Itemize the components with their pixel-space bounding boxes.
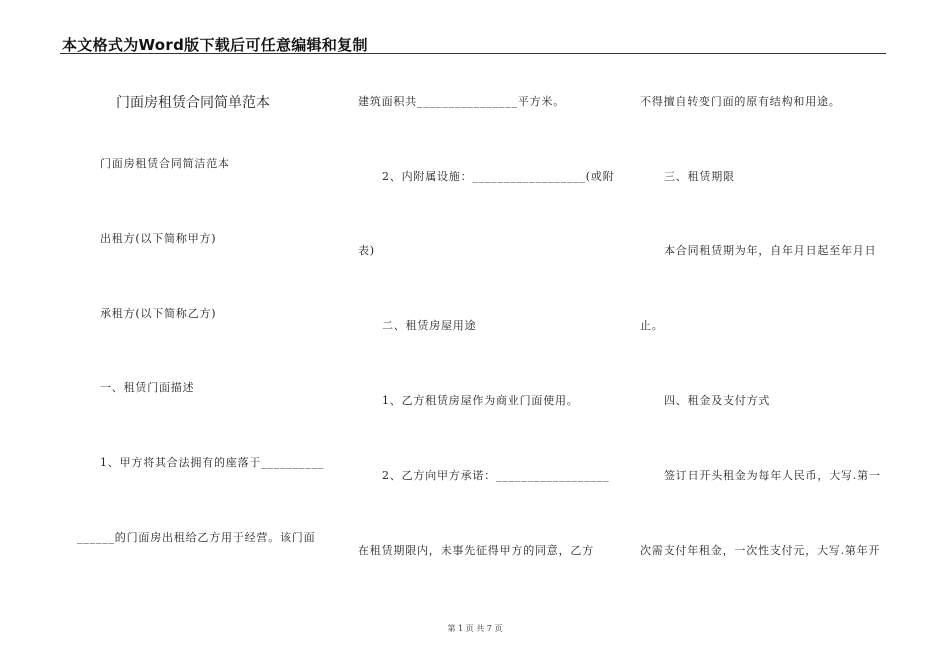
column2-line: 1、乙方租赁房屋作为商业门面使用。 <box>382 394 579 407</box>
column1-line: 出租方(以下简称甲方) <box>100 232 217 245</box>
page-number: 第 1 页 共 7 页 <box>447 624 503 633</box>
column3-line: 签订日开头租金为每年人民币，大写.第一 <box>664 469 881 482</box>
column1-line: 一、租赁门面描述 <box>100 381 195 394</box>
column3-line: 次需支付年租金，一次性支付元，大写.第年开 <box>640 544 881 557</box>
column2-line: 建筑面积共________________平方米。 <box>358 95 565 108</box>
column2-line: 二、租赁房屋用途 <box>382 319 477 332</box>
column3-line: 四、租金及支付方式 <box>664 394 771 407</box>
column3-line: 止。 <box>640 319 664 332</box>
column2-line: 2、内附属设施：__________________(或附 <box>382 170 615 183</box>
header-divider <box>60 53 886 54</box>
column1-line: ______的门面房出租给乙方用于经营。该门面 <box>77 531 316 544</box>
column3-line: 本合同租赁期为年，自年月日起至年月日 <box>664 244 877 257</box>
column1-line: 承租方(以下简称乙方) <box>100 307 217 320</box>
column1-line: 门面房租赁合同简洁范本 <box>100 157 230 170</box>
column3-line: 不得擅自转变门面的原有结构和用途。 <box>640 95 841 108</box>
document-title: 门面房租赁合同简单范本 <box>116 95 270 111</box>
word-format-banner: 本文格式为Word版下载后可任意编辑和复制 <box>62 36 368 54</box>
column3-line: 三、租赁期限 <box>664 170 735 183</box>
column2-line: 在租赁期限内，未事先征得甲方的同意，乙方 <box>358 544 594 557</box>
column1-line: 1、甲方将其合法拥有的座落于__________ <box>100 456 325 469</box>
column2-line: 2、乙方向甲方承诺：__________________ <box>382 469 610 482</box>
column2-line: 表) <box>358 244 375 257</box>
